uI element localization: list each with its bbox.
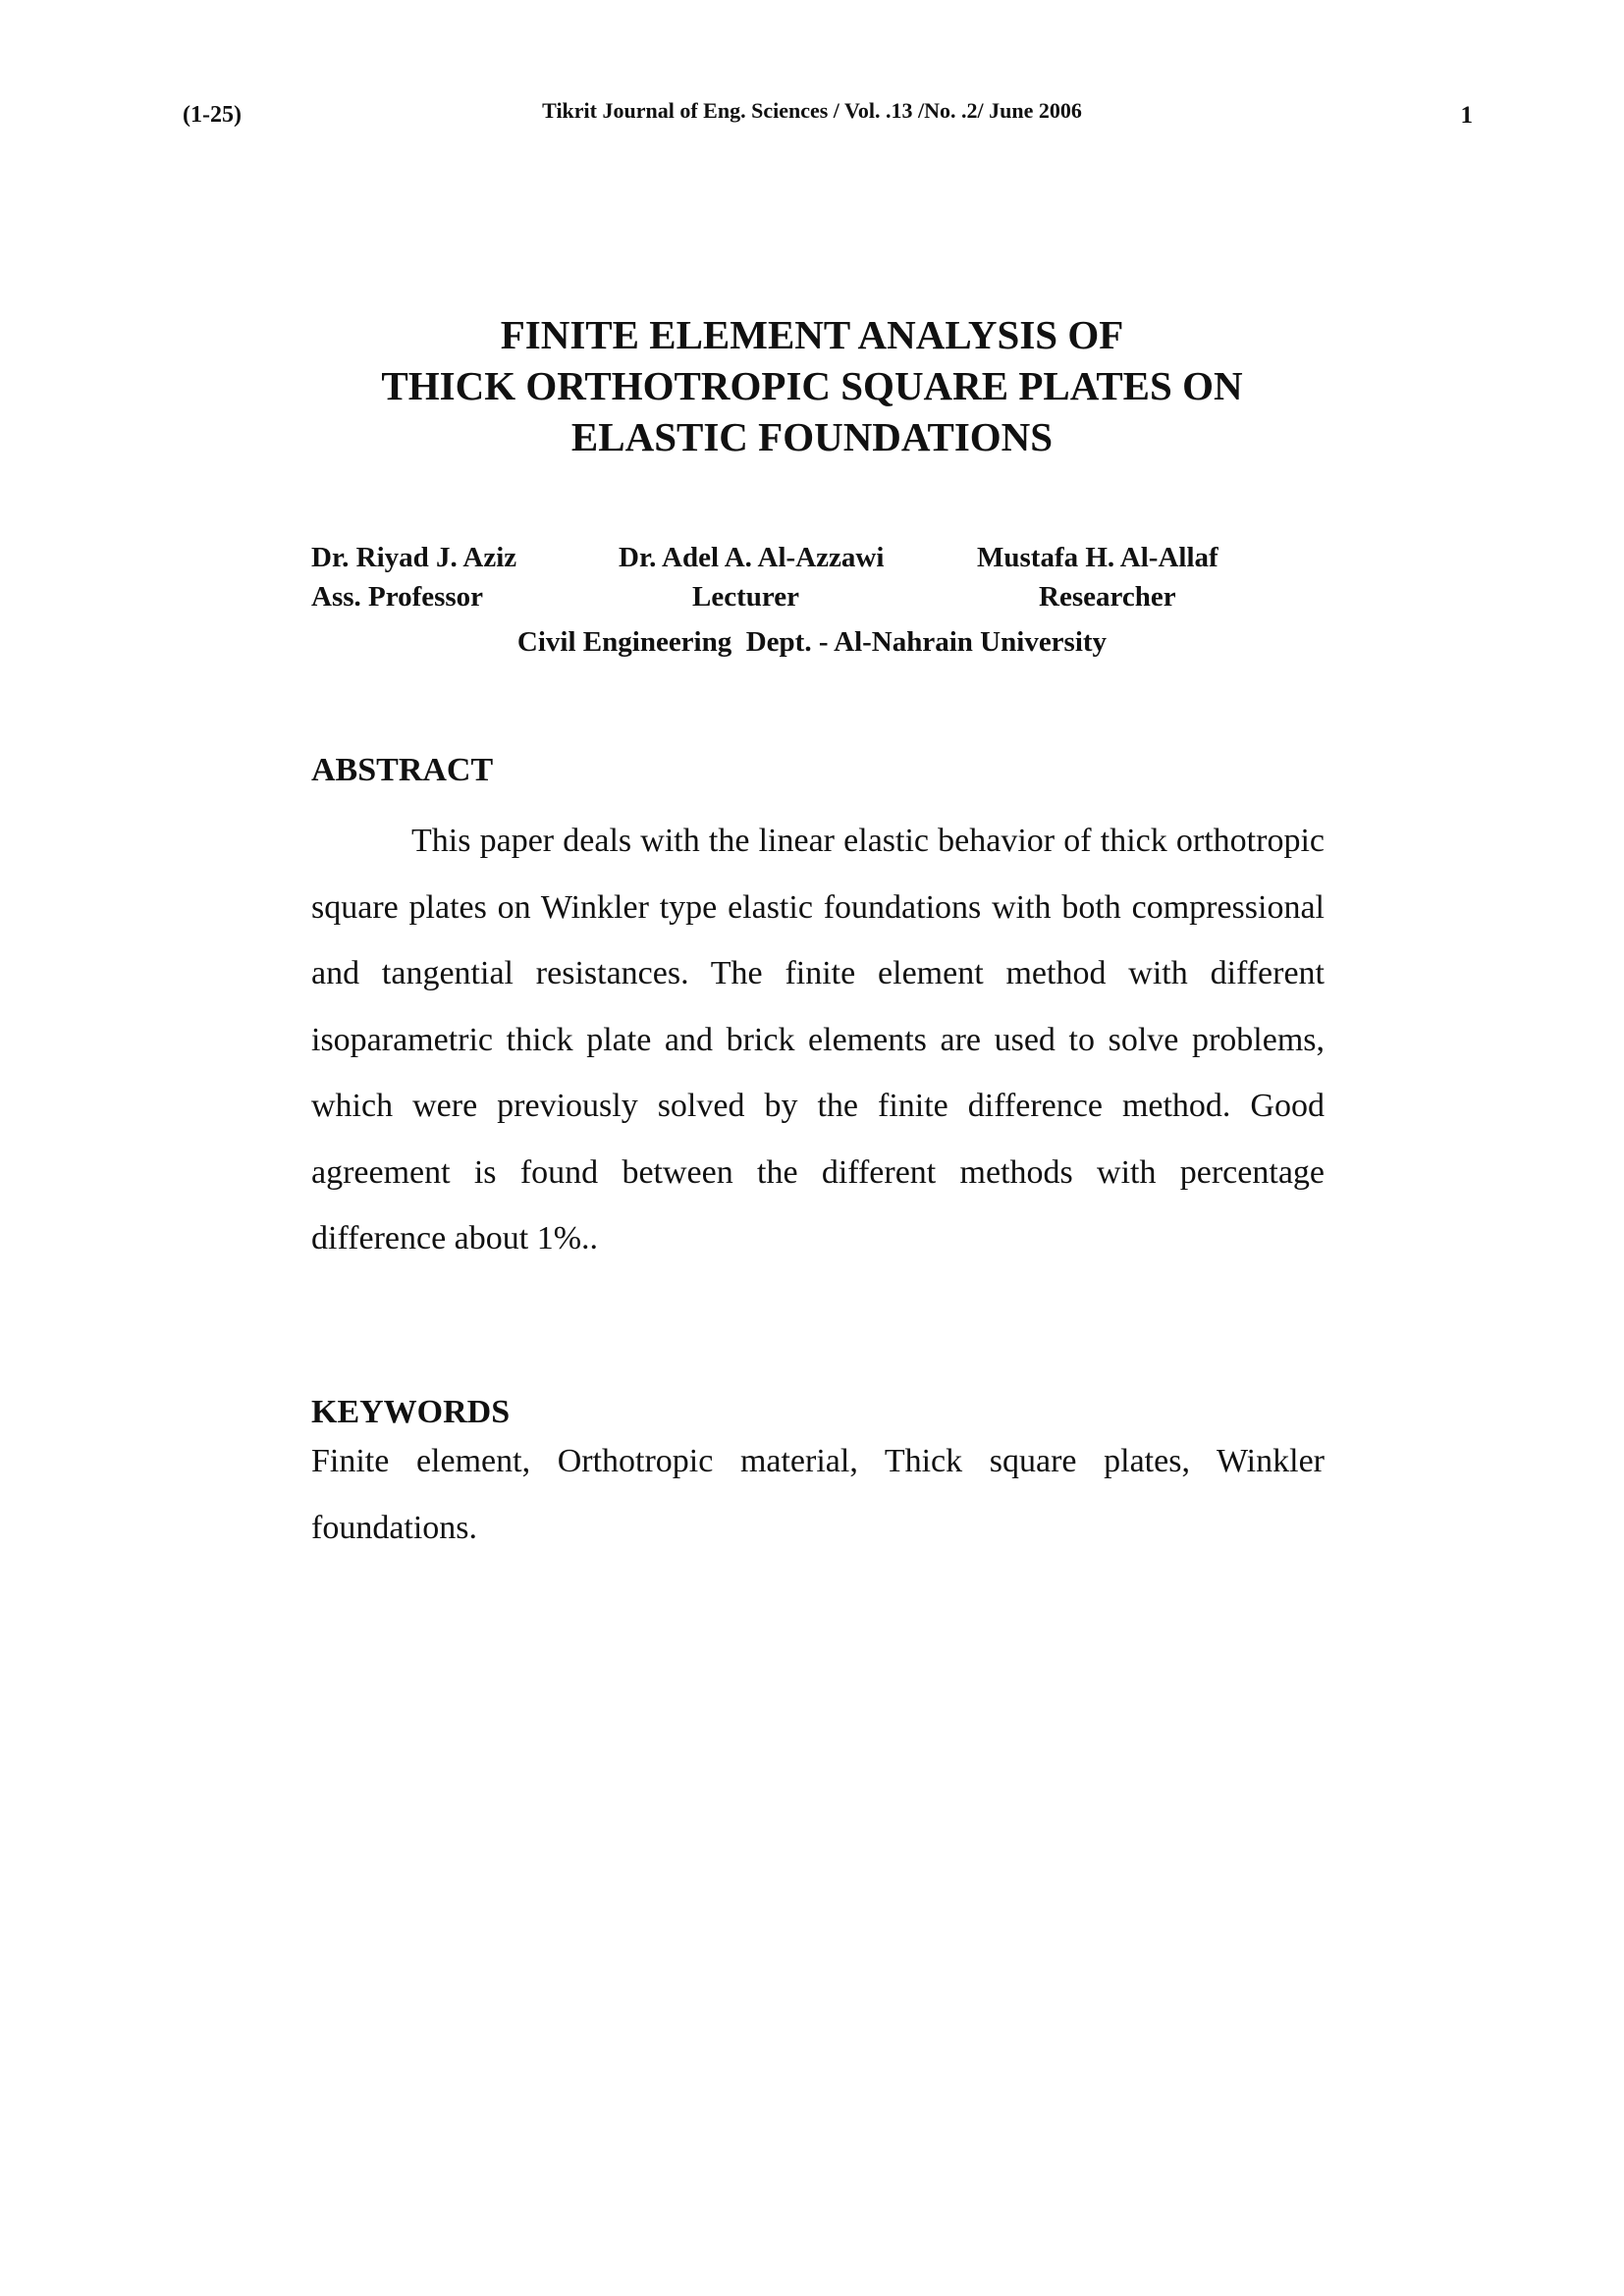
keywords-heading: KEYWORDS [311,1394,511,1430]
title-line: ELASTIC FOUNDATIONS [570,414,1054,459]
author-name: Mustafa H. Al-Allaf [977,542,1218,573]
author-position: Researcher [1039,581,1176,613]
affiliation: Civil Engineering Dept. - Al-Nahrain University [516,626,1108,658]
title-line: THICK ORTHOTROPIC SQUARE PLATES ON [381,363,1243,408]
author-name: Dr. Riyad J. Aziz [311,542,517,573]
page-number: 1 [1460,102,1473,129]
author-position: Ass. Professor [311,581,484,613]
author-name: Dr. Adel A. Al-Azzawi [619,542,885,573]
paper-title [0,309,1624,462]
abstract-heading: ABSTRACT [311,752,494,788]
author-position: Lecturer [692,581,799,613]
abstract-text: This paper deals with the linear elastic behavior of thick orthotropic square plates on Winkler type elastic foundations with both compressional and tangential resistances. The finite element method with different isoparametric thick plate and brick elements are used to solve problems, which were previously solved by the finite difference method. Good agreement is found between the different methods with percentage difference about 1%.. [311,823,1325,1256]
running-header-page-range: (1-25) [183,102,242,128]
running-header-journal: Tikrit Journal of Eng. Sciences / Vol. .13 /No. .2/ June 2006 [542,98,1082,123]
title-line: FINITE ELEMENT ANALYSIS OF [500,312,1124,357]
keywords-text: Finite element, Orthotropic material, Thick square plates, Winkler foundations. [311,1443,1325,1546]
